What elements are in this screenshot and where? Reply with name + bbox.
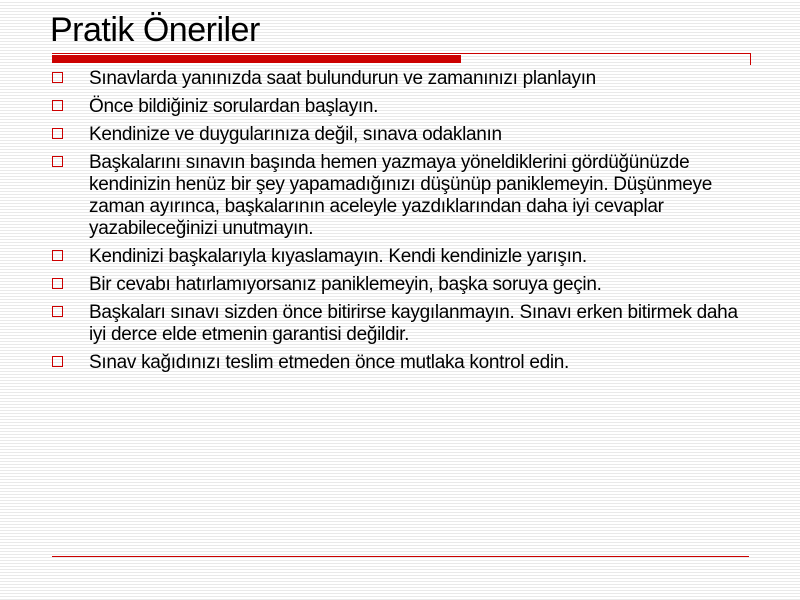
hollow-square-icon	[52, 306, 63, 317]
hollow-square-icon	[52, 100, 63, 111]
hollow-square-icon	[52, 128, 63, 139]
hollow-square-icon	[52, 156, 63, 167]
hollow-square-icon	[52, 278, 63, 289]
bullet-item	[48, 274, 748, 296]
hollow-square-icon	[52, 356, 63, 367]
slide-title: Pratik Öneriler	[50, 11, 260, 49]
bullet-text: Bir cevabı hatırlamıyorsanız paniklemeyin, başka soruya geçin.	[89, 274, 602, 295]
title-divider-thin-line	[52, 53, 751, 54]
bullet-text: Sınavlarda yanınızda saat bulundurun ve zamanınızı planlayın	[89, 68, 596, 89]
bullet-text: Önce bildiğiniz sorulardan başlayın.	[89, 96, 379, 117]
bullet-text: Başkalarını sınavın başında hemen yazmaya yöneldiklerini gördüğünüzde kendinizin henüz bir şey yapamadığınızı düşünüp paniklemeyin. Düşünmeye zaman ayırınca, başkalarının aceleyle yazdıklarından daha iyi cevaplar yazabileceğinizi unutmayın.	[89, 152, 712, 239]
title-divider-thick-bar	[52, 55, 461, 63]
bullet-text: Başkaları sınavı sizden önce bitirirse kaygılanmayın. Sınavı erken bitirmek daha iyi derce elde etmenin garantisi değildir.	[89, 302, 738, 345]
bullet-item	[48, 68, 748, 90]
title-divider-end-tick	[750, 53, 751, 65]
bullet-item	[48, 124, 748, 146]
hollow-square-icon	[52, 250, 63, 261]
bullet-item	[48, 96, 748, 118]
bullet-item	[48, 352, 748, 374]
footer-divider-line	[52, 556, 749, 557]
bullet-text: Sınav kağıdınızı teslim etmeden önce mutlaka kontrol edin.	[89, 352, 570, 373]
bullet-item	[48, 246, 748, 268]
bullet-text: Kendinizi başkalarıyla kıyaslamayın. Kendi kendinizle yarışın.	[89, 246, 587, 267]
hollow-square-icon	[52, 72, 63, 83]
bullet-text: Kendinize ve duygularınıza değil, sınava odaklanın	[89, 124, 502, 145]
bullet-item	[48, 152, 748, 240]
bullet-item	[48, 302, 748, 346]
bullet-list	[48, 68, 748, 380]
